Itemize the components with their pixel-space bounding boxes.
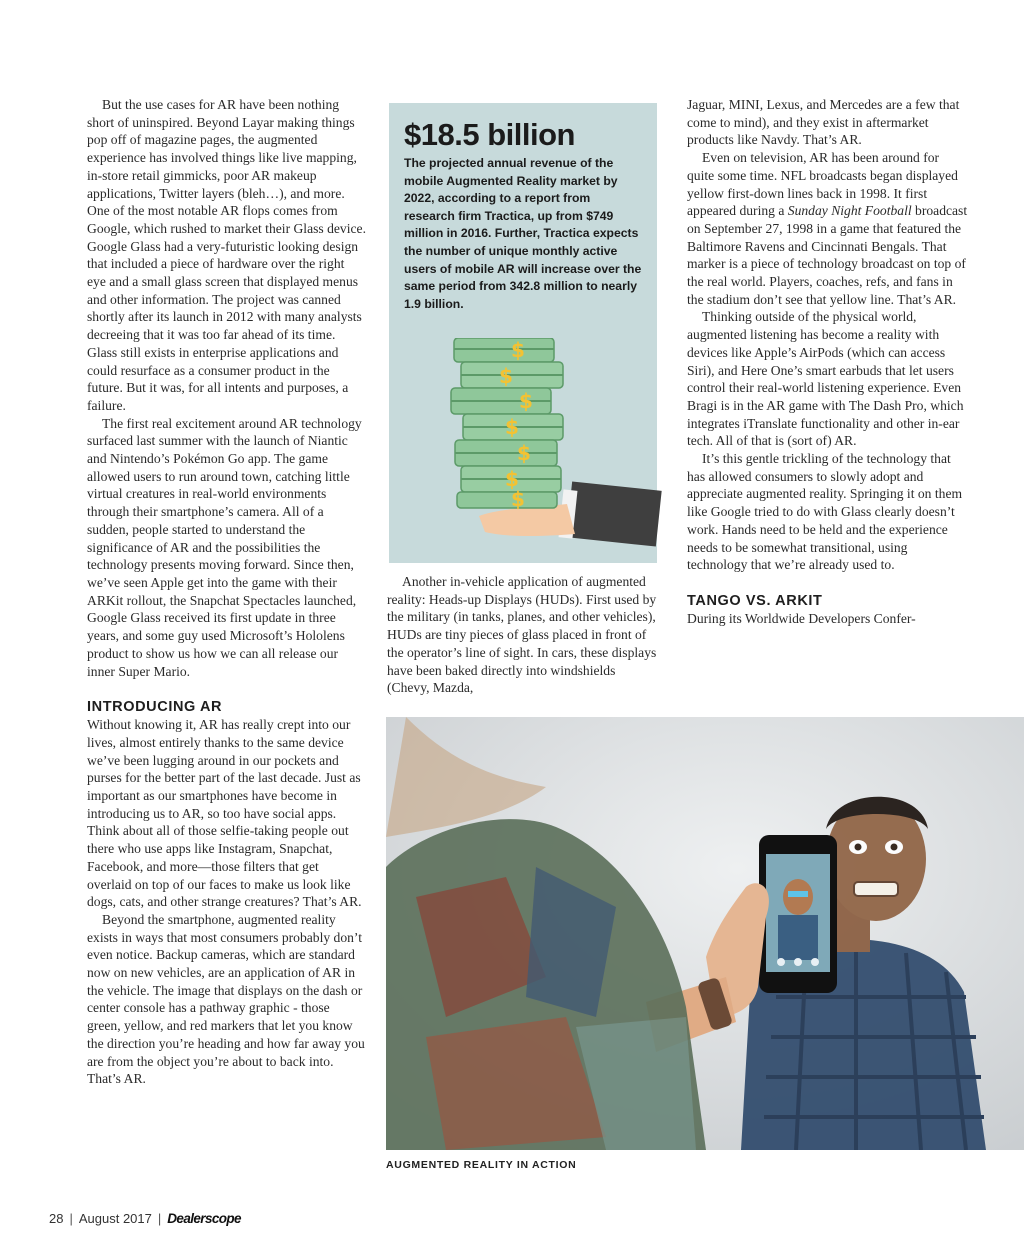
smartphone <box>759 835 837 993</box>
stat-amount: $18.5 billion <box>404 117 575 152</box>
paragraph <box>687 149 969 308</box>
dollar-sign-icon: $ <box>511 487 525 511</box>
page-number: 28 <box>49 1211 64 1226</box>
hand <box>479 504 575 536</box>
ar-photo <box>386 717 1024 1150</box>
footer-divider: | <box>69 1211 73 1226</box>
text-run: Even on television, AR has been around for quite some time. NFL broadcasts began displayed yellow first-down lines back in 1998. It first appeared during a <box>687 150 958 219</box>
ar-photo-illustration <box>386 717 1024 1150</box>
footer-divider: | <box>157 1211 162 1226</box>
section-heading-introducing-ar: INTRODUCING AR <box>87 699 223 716</box>
dollar-sign-icon: $ <box>519 389 533 413</box>
issue-date: August 2017 <box>78 1211 152 1226</box>
paragraph: Beyond the smartphone, augmented reality exists in ways that most consumers probably don’t even notice. Backup cameras, which are standard now on new vehicles, are an application of AR in the vehicle. The image that displays on the dash or center console has a pathway graphic - those green, yellow, and red markers that let you know the direction you’re heading and how far away you are from the object you’re about to back into. That’s AR. <box>87 911 365 1087</box>
paragraph: It’s this gentle trickling of the technology that has allowed consumers to slowly adopt and appreciate augmented reality. Springing it on them like Google tried to do with Glass clearly doesn’t work. Hands need to be held and the experience needs to be somewhat transitional, using technology that we’re already used to. <box>687 451 963 573</box>
paragraph: Without knowing it, AR has really crept into our lives, almost entirely thanks to the same device we’ve been lugging around in our pockets and purses for the better part of the last decade. Just as important as our smartphones have become in introducing us to AR, so too have social apps. Think about all of those selfie-taking people out there who use apps like Instagram, Snapchat, Facebook, and more—those filters that get overlaid on top of our faces to make us look like dogs, cats, and other strange creatures? That’s AR. <box>87 717 362 910</box>
paragraph: But the use cases for AR have been nothing short of uninspired. Beyond Layar making things pop off of magazine pages, the augmented experience has involved things like live mapping, in-store retail gimmicks, poor AR makeup applications, Twitter layers (bleh…), and more. One of the most notable AR flops comes from Google, which rushed to market their Glass device. Google Glass had a very-futuristic looking design that included a piece of hardware over the right eye and a small glass screen that displayed menus and other information. The project was canned shortly after its launch in 2012 with many analysts decreeing that it was too far ahead of its time. Glass still exists in enterprise applications and could resurface as a consumer product in the future. But it was, for all intents and purposes, a failure. <box>87 97 366 413</box>
dollar-sign-icon: $ <box>505 467 519 491</box>
show-title: Sunday Night Football <box>787 203 912 219</box>
dollar-sign-icon: $ <box>517 441 531 465</box>
article-column-1 <box>87 96 366 1088</box>
dollar-sign-icon: $ <box>505 415 519 439</box>
text-run: broadcast on September 27, 1998 in a game that featured the Baltimore Ravens and Cincinnati Bengals. That marker is a piece of technology broadcast on top of the real world. Players, coaches, refs, and fans in the stadium don’t see that yellow line. That’s AR. <box>687 203 968 307</box>
article-column-3 <box>687 96 969 628</box>
paragraph: The first real excitement around AR technology surfaced last summer with the launch of Niantic and Nintendo’s Pokémon Go app. The game allowed users to run around town, catching little virtual creatures in real-world environments through their smartphone’s camera. All of a sudden, people started to understand the significance of AR and the possibilities the technology presents moving forward. Since then, we’ve seen Apple get into the game with their ARKit rollout, the Snapchat Spectacles launched, Google Glass received its first update in three years, and some guy used Microsoft’s Hololens product to show us how we can all release our inner Super Mario. <box>87 415 362 679</box>
photo-caption: AUGMENTED REALITY IN ACTION <box>386 1159 577 1171</box>
article-column-2 <box>387 573 657 697</box>
section-heading-tango-vs-arkit: TANGO VS. ARKIT <box>687 592 823 609</box>
suit-sleeve <box>566 481 661 546</box>
paragraph: During its Worldwide Developers Confer- <box>687 610 916 626</box>
paragraph: Another in-vehicle application of augmented reality: Heads-up Displays (HUDs). First used by the military (in tanks, planes, and other vehicles), HUDs are tiny pieces of glass placed in front of the operator’s line of sight. In cars, these displays have been baked directly into windshields (Chevy, Mazda, <box>387 574 657 696</box>
stat-sidebar <box>389 103 657 563</box>
dollar-sign-icon: $ <box>511 338 525 362</box>
dollar-sign-icon: $ <box>499 364 513 388</box>
money-stack-illustration <box>449 338 669 563</box>
page-footer <box>49 1211 241 1226</box>
paragraph: Jaguar, MINI, Lexus, and Mercedes are a few that come to mind), and they exist in aftermarket products like Navdy. That’s AR. <box>687 97 960 148</box>
stat-description: The projected annual revenue of the mobile Augmented Reality market by 2022, according to a report from research firm Tractica, up from $749 million in 2016. Further, Tractica expects the number of unique monthly active users of mobile AR will increase over the same period from 342.8 million to nearly 1.9 billion. <box>404 156 642 311</box>
magazine-logo: Dealerscope <box>167 1211 241 1226</box>
paragraph: Thinking outside of the physical world, augmented listening has become a reality with devices like Apple’s AirPods (which can access Siri), and Here One’s smart earbuds that let users control their real-world listening experience. Even Bragi is in the AR game with The Dash Pro, which integrates iTranslate functionality and other in-ear tech. All of that is (sort of) AR. <box>687 309 964 449</box>
